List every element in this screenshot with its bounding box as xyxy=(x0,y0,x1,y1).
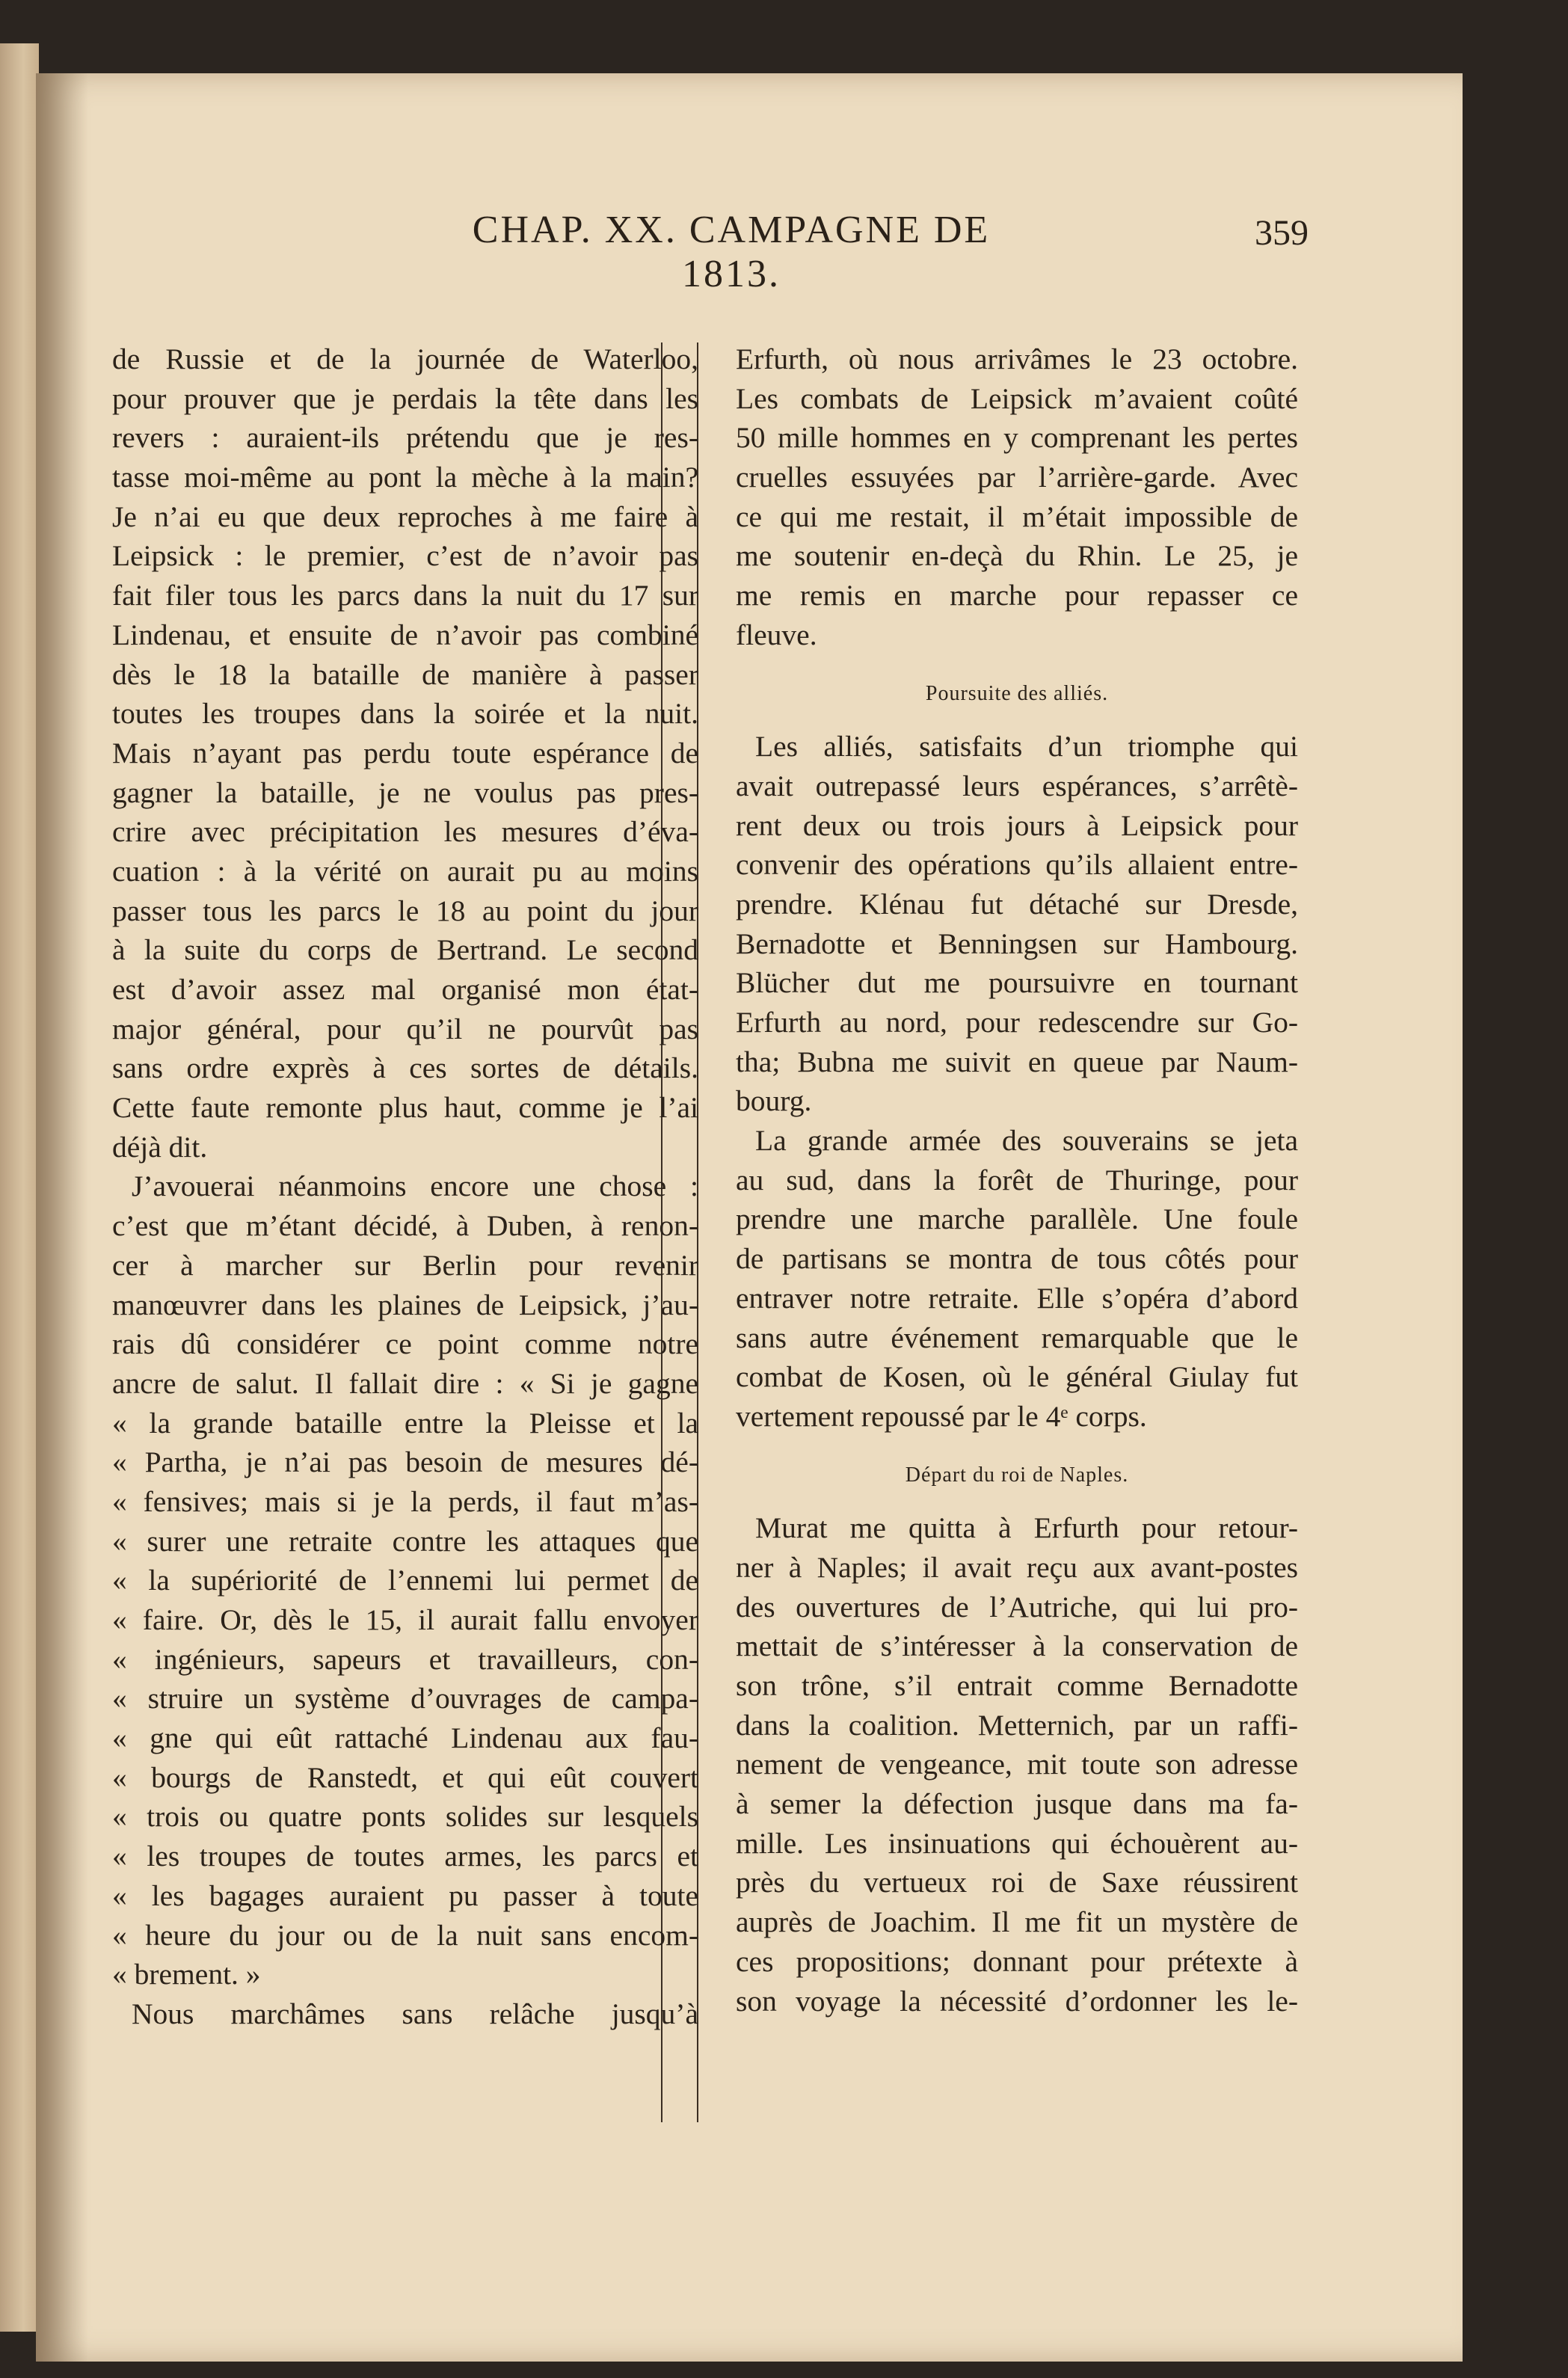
text-line: « les troupes de toutes armes, les parcs et xyxy=(112,1840,698,1873)
text-line: « Partha, je n’ai pas besoin de mesures dé- xyxy=(112,1445,698,1479)
running-title: CHAP. XX. CAMPAGNE DE 1813. xyxy=(472,209,991,295)
text-line: avait outrepassé leurs espérances, s’arrêtè- xyxy=(736,769,1298,802)
text-line: « la supériorité de l’ennemi lui permet de xyxy=(112,1564,698,1597)
text-line: ces propositions; donnant pour prétexte à xyxy=(736,1944,1298,1978)
facing-page-edge xyxy=(0,43,39,2332)
text-line: entraver notre retraite. Elle s’opéra d’abord xyxy=(736,1281,1298,1315)
text-line: Mais n’ayant pas perdu toute espérance de xyxy=(112,736,698,769)
text-line: Nous marchâmes sans relâche jusqu’à xyxy=(132,1997,698,2030)
text-line: son trône, s’il entrait comme Bernadotte xyxy=(736,1669,1298,1702)
text-line: Lindenau, et ensuite de n’avoir pas combiné xyxy=(112,618,698,651)
text-line: major général, pour qu’il ne pourvût pas xyxy=(112,1012,698,1045)
text-line: convenir des opérations qu’ils allaient entre- xyxy=(736,848,1298,882)
text-line: dans la coalition. Metternich, par un raffi- xyxy=(736,1708,1298,1742)
text-line: vertement repoussé par le 4ᵉ corps. xyxy=(736,1399,1147,1433)
text-line: son voyage la nécessité d’ordonner les le- xyxy=(736,1984,1298,2018)
text-line: revers : auraient-ils prétendu que je res- xyxy=(112,421,698,455)
text-line: « la grande bataille entre la Pleisse et la xyxy=(112,1406,698,1440)
text-line: Les alliés, satisfaits d’un triomphe qui xyxy=(755,730,1298,764)
text-line: tha; Bubna me suivit en queue par Naum- xyxy=(736,1045,1298,1078)
text-line: près du vertueux roi de Saxe réussirent xyxy=(736,1866,1298,1899)
text-line: fleuve. xyxy=(736,618,817,651)
text-line: « bourgs de Ranstedt, et qui eût couvert xyxy=(112,1760,698,1794)
text-line: me soutenir en-deçà du Rhin. Le 25, je xyxy=(736,539,1298,573)
text-line: cuation : à la vérité on aurait pu au moins xyxy=(112,854,698,888)
text-line: « faire. Or, dès le 15, il aurait fallu envoyer xyxy=(112,1603,698,1636)
text-line: nement de vengeance, mit toute son adresse xyxy=(736,1748,1298,1781)
text-line: est d’avoir assez mal organisé mon état- xyxy=(112,973,698,1006)
text-line: sans ordre exprès à ces sortes de détails. xyxy=(112,1051,698,1085)
text-line: « surer une retraite contre les attaques que xyxy=(112,1524,698,1558)
text-line: au sud, dans la forêt de Thuringe, pour xyxy=(736,1163,1298,1196)
text-line: gagner la bataille, je ne voulus pas pres- xyxy=(112,775,698,809)
text-line: combat de Kosen, où le général Giulay fut xyxy=(736,1360,1298,1394)
right-column-part-2 xyxy=(736,727,1298,1436)
text-line: Erfurth au nord, pour redescendre sur Go- xyxy=(736,1006,1298,1039)
text-line: mille. Les insinuations qui échouèrent au- xyxy=(736,1826,1298,1860)
text-line: toutes les troupes dans la soirée et la nuit. xyxy=(112,697,698,731)
text-line: mettait de s’intéresser à la conservation de xyxy=(736,1629,1298,1663)
subheading-poursuite: Poursuite des alliés. xyxy=(925,681,1109,705)
text-line: « brement. » xyxy=(112,1958,261,1991)
text-line: ancre de salut. Il fallait dire : « Si je gagne xyxy=(112,1366,698,1400)
text-line: fait filer tous les parcs dans la nuit du 17 sur xyxy=(112,579,698,612)
text-line: rent deux ou trois jours à Leipsick pour xyxy=(736,808,1298,842)
text-line: ce qui me restait, il m’était impossible de xyxy=(736,500,1298,533)
text-line: des ouvertures de l’Autriche, qui lui pro- xyxy=(736,1590,1298,1623)
book-page xyxy=(36,73,1463,2362)
text-line: Murat me quitta à Erfurth pour retour- xyxy=(755,1511,1298,1545)
spine-shadow xyxy=(36,73,88,2362)
text-line: tasse moi-même au pont la mèche à la main? xyxy=(112,461,698,494)
text-line: Je n’ai eu que deux reproches à me faire à xyxy=(112,500,698,533)
text-line: « gne qui eût rattaché Lindenau aux fau- xyxy=(112,1721,698,1755)
left-column xyxy=(112,340,698,2034)
text-line: ner à Naples; il avait reçu aux avant-postes xyxy=(736,1550,1298,1584)
text-line: Leipsick : le premier, c’est de n’avoir pas xyxy=(112,539,698,573)
text-line: La grande armée des souverains se jeta xyxy=(755,1124,1298,1158)
text-line: 50 mille hommes en y comprenant les pertes xyxy=(736,421,1298,455)
text-line: passer tous les parcs le 18 au point du jour xyxy=(112,894,698,927)
text-line: bourg. xyxy=(736,1084,812,1118)
text-line: Cette faute remonte plus haut, comme je l’ai xyxy=(112,1091,698,1125)
text-line: prendre. Klénau fut détaché sur Dresde, xyxy=(736,887,1298,921)
text-line: sans autre événement remarquable que le xyxy=(736,1321,1298,1354)
text-line: Bernadotte et Benningsen sur Hambourg. xyxy=(736,927,1298,960)
text-line: cer à marcher sur Berlin pour revenir xyxy=(112,1248,698,1282)
text-line: à semer la défection jusque dans ma fa- xyxy=(736,1787,1298,1821)
text-line: de Russie et de la journée de Waterloo, xyxy=(112,342,698,375)
text-line: à la suite du corps de Bertrand. Le second xyxy=(112,933,698,967)
text-line: Blücher dut me poursuivre en tournant xyxy=(736,966,1298,1000)
right-column-part-1 xyxy=(736,340,1298,655)
page-number: 359 xyxy=(1255,213,1309,253)
text-line: dès le 18 la bataille de manière à passer xyxy=(112,657,698,691)
text-line: « struire un système d’ouvrages de campa- xyxy=(112,1682,698,1715)
text-line: c’est que m’étant décidé, à Duben, à renon- xyxy=(112,1209,698,1243)
right-column xyxy=(697,340,1298,2021)
text-line: pour prouver que je perdais la tête dans les xyxy=(112,381,698,415)
right-column-part-3 xyxy=(736,1508,1298,2021)
text-line: prendre une marche parallèle. Une foule xyxy=(736,1202,1298,1236)
text-line: déjà dit. xyxy=(112,1130,208,1164)
text-line: « heure du jour ou de la nuit sans encom- xyxy=(112,1918,698,1952)
text-line: Les combats de Leipsick m’avaient coûté xyxy=(736,381,1298,415)
running-head xyxy=(36,208,1463,295)
text-line: auprès de Joachim. Il me fit un mystère de xyxy=(736,1905,1298,1939)
text-line: me remis en marche pour repasser ce xyxy=(736,579,1298,612)
text-line: « les bagages auraient pu passer à toute xyxy=(112,1878,698,1912)
text-line: rais dû considérer ce point comme notre xyxy=(112,1327,698,1361)
text-line: manœuvrer dans les plaines de Leipsick, j’au- xyxy=(112,1288,698,1321)
text-line: cruelles essuyées par l’arrière-garde. Avec xyxy=(736,461,1298,494)
text-line: de partisans se montra de tous côtés pour xyxy=(736,1242,1298,1276)
text-line: J’avouerai néanmoins encore une chose : xyxy=(132,1170,698,1203)
text-line: « fensives; mais si je la perds, il faut m’as- xyxy=(112,1484,698,1518)
subheading-depart: Départ du roi de Naples. xyxy=(905,1463,1129,1487)
text-line: « ingénieurs, sapeurs et travailleurs, con- xyxy=(112,1642,698,1676)
text-line: Erfurth, où nous arrivâmes le 23 octobre. xyxy=(736,342,1298,375)
text-line: crire avec précipitation les mesures d’éva- xyxy=(112,815,698,849)
text-line: « trois ou quatre ponts solides sur lesquels xyxy=(112,1800,698,1834)
